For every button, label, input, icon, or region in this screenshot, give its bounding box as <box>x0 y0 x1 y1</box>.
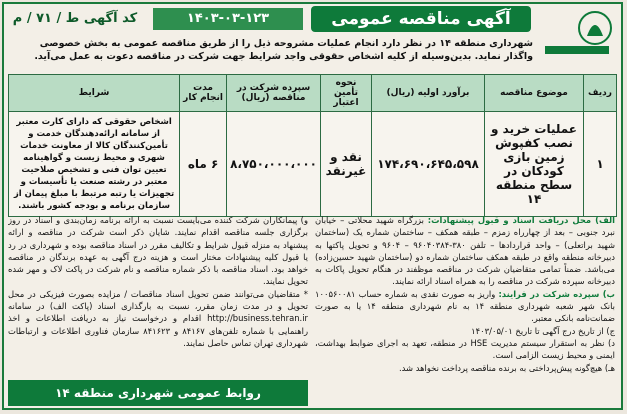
intro-text: شهرداری منطقه ۱۴ در نظر دارد انجام عملیات مشروحه ذیل را از طریق مناقصه عمومی به بخش خصوصی واگذار نماید. بدین‌وسیله از کلیه اشخاص حقوقی واجد شرایط جهت شرکت در مناقصه دعوت به عمل می‌آید. <box>34 38 533 62</box>
cell-guarantee: نقد و غیرنقد <box>321 112 372 217</box>
terms-body: و) پیمانکاران شرکت کننده می‌بایست نسبت به ارائه برنامه زمان‌بندی و اسناد در روز برگزاری جلسه مناقصه اقدام نمایند. شایان ذکر است شرکت در مناقصه و ارائه پیشنهاد به منزله قبول شرایط و تکالیف مقرر در اسناد مناقصه بوده و شهرداری در رد یا قبول کلیه پیشنهادات مختار است و هزینه درج آگهی به عهده برندگان در مناقصه خواهد بود. اسناد مناقصه با ذکر شماره مناقصه و نام شرکت در پاکت لاک و مهر شده تحویل نمایند. <box>8 215 308 287</box>
table-header-row <box>9 75 617 112</box>
cell-estimate: ۱۷۴،۶۹۰،۶۴۵،۵۹۸ <box>372 112 485 217</box>
tender-table <box>8 74 617 217</box>
municipality-emblem-icon <box>537 6 617 58</box>
prepayment-text: هـ) هیچ‌گونه پیش‌پرداختی به برنده مناقصه پرداخت نخواهد شد. <box>398 362 615 373</box>
header-duration: مدت انجام کار <box>180 75 227 112</box>
header-conditions: شرایط <box>9 75 180 112</box>
cell-duration: ۶ ماه <box>180 112 227 217</box>
header-estimate: برآورد اولیه (ریال) <box>372 75 485 112</box>
public-relations-footer: روابط عمومی شهرداری منطقه ۱۴ <box>8 380 308 406</box>
header-guarantee: نحوه تأمین اعتبار <box>321 75 372 112</box>
banner <box>4 4 621 34</box>
cell-deposit: ۸،۷۵۰،۰۰۰،۰۰۰ <box>227 112 321 217</box>
table-row <box>9 112 617 217</box>
deposit-heading: ب) سپرده شرکت در فرایند: <box>498 288 615 299</box>
header-subject: موضوع مناقصه <box>485 75 584 112</box>
documents-heading: الف) محل دریافت اسناد و قبول پیشنهادات: <box>427 215 615 225</box>
municipality-logo-icon <box>537 6 617 58</box>
cell-row-number: ۱ <box>584 112 617 217</box>
header-deposit: سپرده شرکت در مناقصه (ریال) <box>227 75 321 112</box>
hse-text: د) نظر به استقرار سیستم مدیریت HSE در منطقه، تعهد به اجرای ضوابط بهداشت، ایمنی و محیط زیست الزامی است. <box>315 337 615 361</box>
left-column <box>8 214 308 374</box>
online-submission-text: * متقاضیان می‌توانند ضمن تحویل اسناد مناقصات / مزایده بصورت فیزیکی در محل تحویل و در مدت زمان مقرر، نسبت به بارگذاری اسناد (پاکت الف) در سامانه http://business.tehran.ir اقدام و درخواست نیاز به دریافت اطلاعات و اخذ راهنمایی با شماره تلفن‌های ۸۴۱۶۷ و ۸۴۱۶۲۳ سازمان فناوری اطلاعات و ارتباطات شهرداری تهران تماس حاصل نمایند. <box>8 288 308 348</box>
documents-body: بزرگراه شهید محلاتی – خیابان نبرد جنوبی – بعد از چهارراه زمزم – طبقه همکف – ساختمان شماره یک (ساختمان شهید براتعلی) – واحد قراردادها – تلفن ۳۸۰-۹۶۰۴۰۳۸۴ – ۹۶۰۴ و تحویل پاکتها به دبیرخانه منطقه واقع در طبقه همکف ساختمان شماره دو (ساختمان شهید حسین‌زاده) می‌باشد. ضمناً تمامی متقاضیان شرکت در مناقصه موظفند در هنگام تحویل پاکات به دبیرخانه سپرده شرکت در مناقصه را به همراه اسناد ارائه نمایند. <box>315 215 615 287</box>
notice-title: آگهی مناقصه عمومی <box>311 6 531 32</box>
header-row-number: ردیف <box>584 75 617 112</box>
notice-code: کد آگهی ط / ۷۱ / م <box>12 11 138 26</box>
tender-notice <box>2 2 623 410</box>
cell-conditions: اشخاص حقوقی که دارای کارت معتبر از سامانه ارائه‌دهندگان خدمت و تأمین‌کنندگان کالا از معاونت خدمات شهری و محیط زیست و گواهینامه تعیین توان فنی و تشخیص صلاحیت معتبر در رشته صنعت یا تأسیسات و تجهیزات یا رتبه مرتبط با مبلغ پیمان از سازمان برنامه و بودجه کشور باشند. <box>9 112 180 217</box>
dates-text: ج) از تاریخ درج آگهی تا تاریخ ۱۴۰۳/۰۵/۰۱ <box>471 325 615 336</box>
cell-subject: عملیات خرید و نصب کفپوش زمین بازی کودکان در سطح منطقه ۱۴ <box>485 112 584 217</box>
deposit-body: واریز به صورت نقدی به شماره حساب ۱۰۰۵۶۰۰۸۱ بانک شهر شعبه شهرداری منطقه ۱۴ به نام شهرداری منطقه ۱۴ یا به صورت ضمانت‌نامه بانکی معتبر. <box>315 288 615 324</box>
notice-date: ۱۴۰۳-۰۳-۱۲۳ <box>153 8 303 30</box>
right-column <box>315 214 615 404</box>
